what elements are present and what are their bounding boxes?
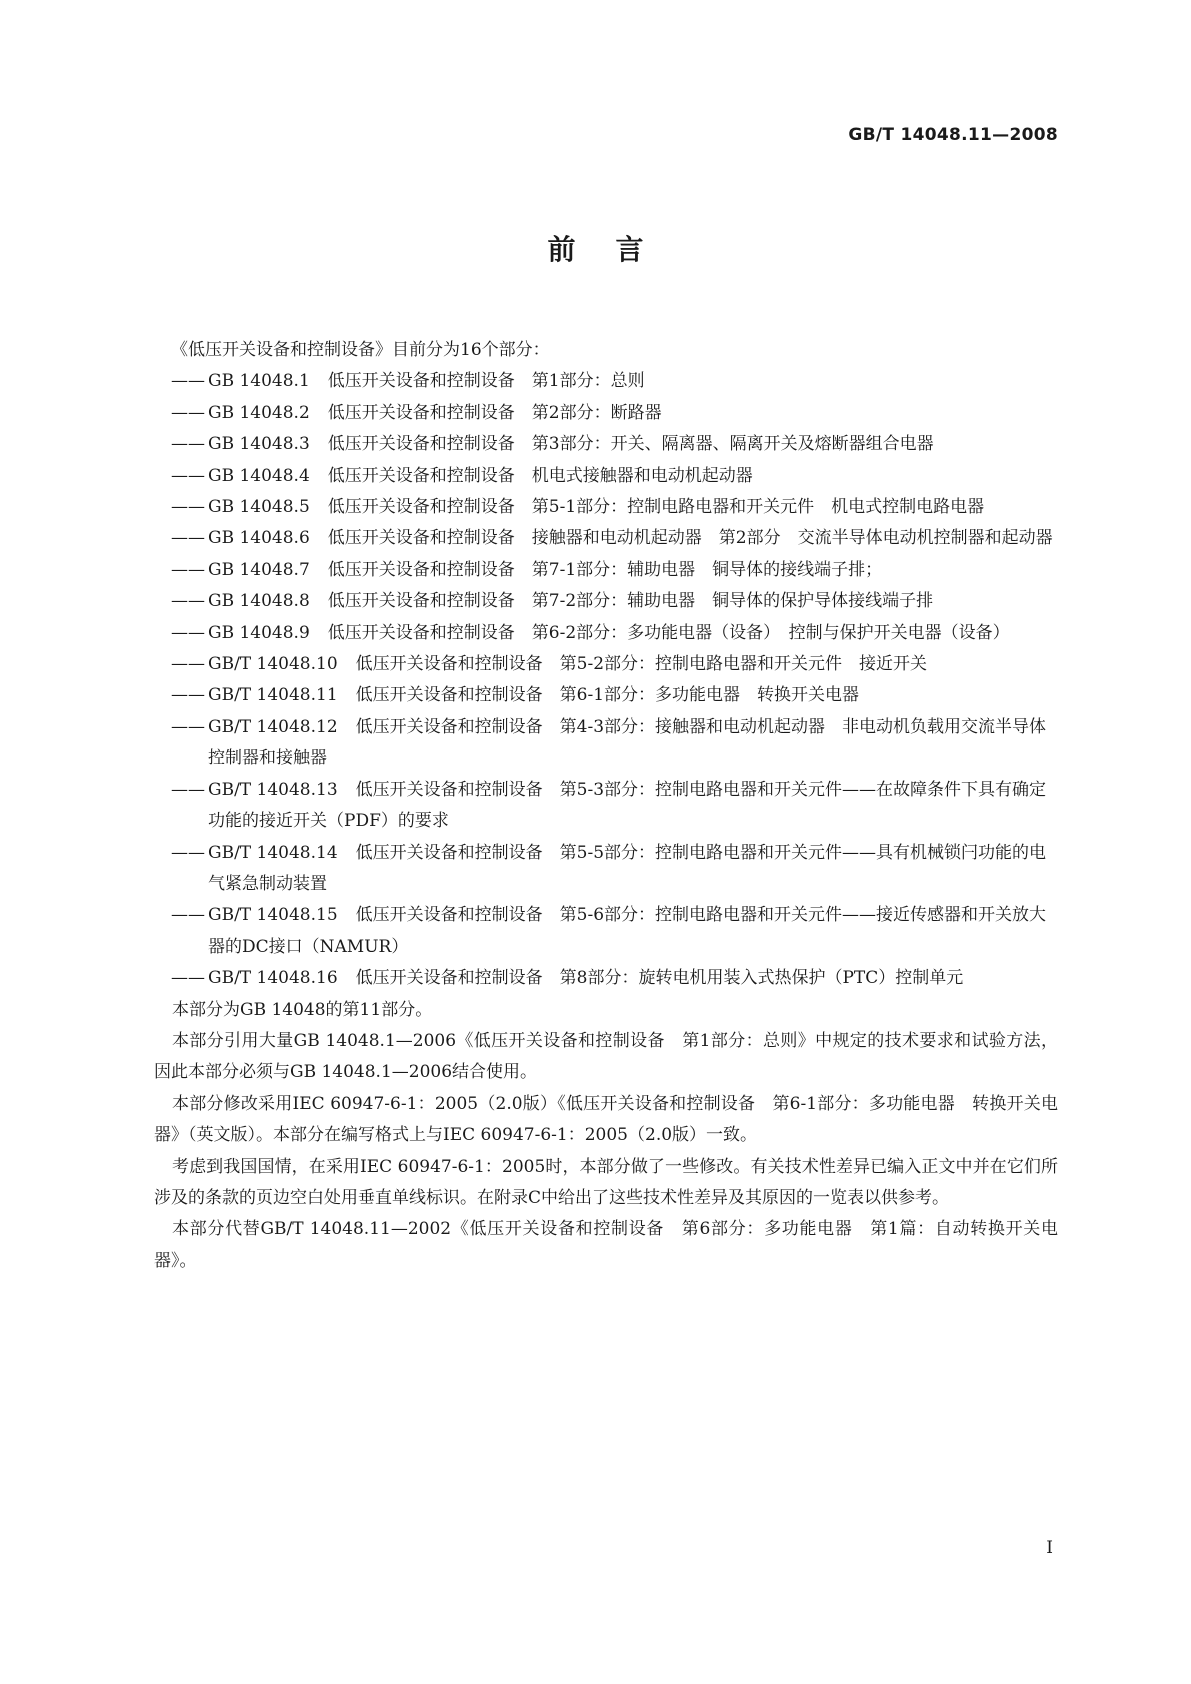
intro-line: 《低压开关设备和控制设备》目前分为16个部分：	[171, 340, 550, 360]
part-code: GB 14048.3	[208, 434, 310, 455]
part-text: 低压开关设备和控制设备 第8部分：旋转电机用装入式热保护（PTC）控制单元	[355, 968, 964, 989]
list-item	[154, 649, 1058, 680]
part-text: 低压开关设备和控制设备 第6-1部分：多功能电器 转换开关电器	[355, 685, 860, 706]
dash: ——	[171, 716, 205, 737]
dash: ——	[171, 779, 205, 800]
list-item	[154, 775, 1058, 838]
dash: ——	[171, 497, 205, 518]
part-text: 低压开关设备和控制设备 第5-2部分：控制电路电器和开关元件 接近开关	[355, 654, 928, 675]
dash: ——	[171, 371, 205, 392]
part-code: GB/T 14048.10	[208, 654, 338, 675]
page-title: 前言	[547, 233, 684, 266]
part-text: 低压开关设备和控制设备 接触器和电动机起动器 第2部分 交流半导体电动机控制器和起动器	[327, 528, 1053, 549]
document-body	[154, 335, 1058, 1277]
list-item	[154, 963, 1058, 994]
list-item	[154, 461, 1058, 492]
part-code: GB/T 14048.13	[208, 779, 338, 800]
list-item	[154, 618, 1058, 649]
paragraph: 本部分引用大量GB 14048.1—2006《低压开关设备和控制设备 第1部分：总则》中规定的技术要求和试验方法，因此本部分必须与GB 14048.1—2006结合使用。	[154, 1030, 1058, 1083]
part-text: 低压开关设备和控制设备 第1部分：总则	[327, 371, 645, 392]
page-number: I	[1046, 1538, 1053, 1558]
list-item	[154, 555, 1058, 586]
list-item	[154, 523, 1058, 554]
dash: ——	[171, 591, 205, 612]
part-text: 低压开关设备和控制设备 第6-2部分：多功能电器（设备） 控制与保护开关电器（设备）	[327, 622, 1010, 643]
dash: ——	[171, 905, 205, 926]
dash: ——	[171, 654, 205, 675]
list-item	[154, 712, 1058, 775]
part-code: GB 14048.9	[208, 622, 310, 643]
list-item	[154, 429, 1058, 460]
dash: ——	[171, 465, 205, 486]
part-text: 低压开关设备和控制设备 第5-1部分：控制电路电器和开关元件 机电式控制电路电器	[327, 497, 985, 518]
part-code: GB 14048.2	[208, 402, 310, 423]
list-item	[154, 586, 1058, 617]
list-item	[154, 366, 1058, 397]
list-item	[154, 492, 1058, 523]
paragraph: 本部分代替GB/T 14048.11—2002《低压开关设备和控制设备 第6部分：多功能电器 第1篇：自动转换开关电器》。	[154, 1219, 1058, 1271]
part-code: GB 14048.6	[208, 528, 310, 549]
part-code: GB/T 14048.16	[208, 968, 338, 989]
dash: ——	[171, 685, 205, 706]
part-text: 低压开关设备和控制设备 第5-6部分：控制电路电器和开关元件——接近传感器和开关放大器的DC接口（NAMUR）	[208, 905, 1047, 957]
part-code: GB/T 14048.12	[208, 716, 338, 737]
part-text: 低压开关设备和控制设备 第2部分：断路器	[327, 402, 662, 423]
part-text: 低压开关设备和控制设备 第4-3部分：接触器和电动机起动器 非电动机负载用交流半导体控制器和接触器	[208, 716, 1047, 769]
part-code: GB 14048.8	[208, 591, 310, 612]
part-code: GB/T 14048.15	[208, 905, 338, 926]
list-item	[154, 900, 1058, 963]
part-code: GB 14048.7	[208, 559, 310, 580]
dash: ——	[171, 434, 205, 455]
paragraph: 考虑到我国国情，在采用IEC 60947-6-1：2005时，本部分做了一些修改。有关技术性差异已编入正文中并在它们所涉及的条款的页边空白处用垂直单线标识。在附录C中给出了这些技术性差异及其原因的一览表以供参考。	[154, 1156, 1058, 1208]
dash: ——	[171, 528, 205, 549]
part-code: GB 14048.4	[208, 465, 310, 486]
part-code: GB/T 14048.11	[208, 685, 338, 706]
part-code: GB/T 14048.14	[208, 842, 338, 863]
part-text: 低压开关设备和控制设备 第7-1部分：辅助电器 铜导体的接线端子排；	[327, 559, 883, 580]
part-code: GB 14048.1	[208, 371, 310, 392]
dash: ——	[171, 968, 205, 989]
dash: ——	[171, 402, 205, 423]
part-text: 低压开关设备和控制设备 第5-3部分：控制电路电器和开关元件——在故障条件下具有确定功能的接近开关（PDF）的要求	[208, 779, 1047, 832]
dash: ——	[171, 622, 205, 643]
part-text: 低压开关设备和控制设备 机电式接触器和电动机起动器	[327, 465, 753, 486]
part-text: 低压开关设备和控制设备 第5-5部分：控制电路电器和开关元件——具有机械锁闩功能的电气紧急制动装置	[208, 842, 1047, 894]
part-code: GB 14048.5	[208, 497, 310, 518]
parts-list	[154, 366, 1058, 994]
paragraph: 本部分修改采用IEC 60947-6-1：2005（2.0版）《低压开关设备和控制设备 第6-1部分：多功能电器 转换开关电器》（英文版）。本部分在编写格式上与IEC 60947-6-1：2005（2.0版）一致。	[154, 1093, 1058, 1146]
part-text: 低压开关设备和控制设备 第3部分：开关、隔离器、隔离开关及熔断器组合电器	[327, 434, 934, 455]
part-text: 低压开关设备和控制设备 第7-2部分：辅助电器 铜导体的保护导体接线端子排	[327, 591, 934, 612]
list-item	[154, 838, 1058, 901]
list-item	[154, 398, 1058, 429]
dash: ——	[171, 842, 205, 863]
paragraph: 本部分为GB 14048的第11部分。	[172, 999, 433, 1020]
dash: ——	[171, 559, 205, 580]
list-item	[154, 680, 1058, 711]
standard-code-header: GB/T 14048.11—2008	[848, 125, 1058, 145]
